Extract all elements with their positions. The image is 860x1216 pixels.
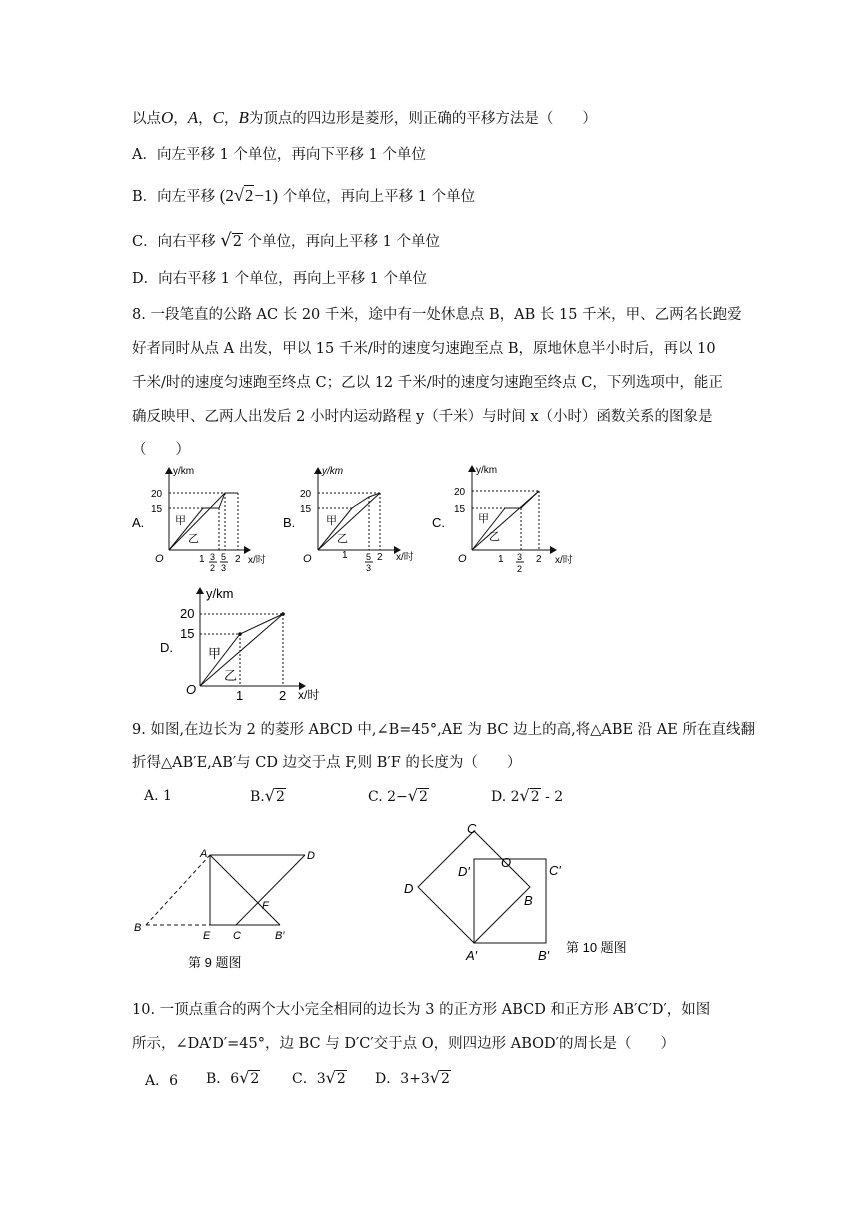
graph-a-ylabel: y/km	[173, 466, 195, 477]
q7-option-c-radicand: 2	[232, 234, 242, 250]
graph-c-frac-num: 3	[517, 552, 523, 562]
graph-c-label: C.	[432, 515, 445, 530]
graph-d-jia-label: 甲	[208, 646, 222, 661]
fig9-point-bprime: B′	[275, 930, 285, 942]
q7-point-o: O	[161, 108, 174, 127]
fig10-caption: 第 10 题图	[566, 940, 627, 955]
sqrt-icon: √	[220, 230, 232, 251]
q10-option-b-pre: B．6	[206, 1071, 240, 1087]
q10-option-a: A．6	[145, 1073, 179, 1089]
q10-option-d-radicand: 2	[440, 1071, 450, 1087]
q7-option-b-post: 个单位，再向上平移 1 个单位	[282, 189, 476, 205]
fig9-abprime	[210, 855, 280, 925]
graph-b-xlabel: x/时	[396, 552, 414, 563]
q9-option-a: A. 1	[144, 788, 172, 804]
q7-stem-post: 为顶点的四边形是菱形，则正确的平移方法是（ ）	[248, 111, 597, 127]
q9-option-b-pre: B.	[250, 789, 265, 805]
graph-d-yi-label: 乙	[224, 668, 238, 683]
fig9-point-c: C	[233, 930, 241, 942]
q9-option-d-post: - 2	[540, 789, 564, 805]
q10-option-c	[292, 1068, 347, 1088]
graph-c-tick-1: 1	[498, 554, 504, 565]
q7-sep: ，	[224, 111, 239, 127]
fig9-point-b: B	[134, 922, 142, 934]
graph-c-tick-20: 20	[454, 487, 466, 498]
sqrt-icon: √	[264, 786, 275, 805]
graph-b-label: B.	[283, 515, 296, 530]
fig10-point-cprime: C′	[549, 863, 561, 878]
q10-line-1: 10. 一顶点重合的两个大小完全相同的边长为 3 的正方形 ABCD 和正方形 AB′C′D′，如图	[132, 1002, 711, 1018]
graph-c-jia-label: 甲	[478, 513, 489, 525]
q9-option-d-radicand: 2	[530, 789, 540, 805]
graph-d-origin: O	[186, 682, 197, 697]
graph-d-tick-2: 2	[279, 688, 287, 700]
sqrt-icon: √	[239, 1068, 250, 1087]
q8-line-3: 千米/时的速度匀速跑至终点 C；乙以 12 千米/时的速度匀速跑至终点 C，下列选项中，能正	[132, 375, 723, 391]
q9-line-1: 9. 如图,在边长为 2 的菱形 ABCD 中,∠B=45°,AE 为 BC 边上的高,将△ABE 沿 AE 所在直线翻	[132, 722, 755, 738]
q7-option-d: D．向右平移 1 个单位，再向上平移 1 个单位	[132, 271, 428, 287]
graph-b-tick-15: 15	[300, 504, 312, 515]
fig10-point-d: D	[404, 881, 414, 896]
q9-option-d-pre: D. 2	[491, 789, 520, 805]
graph-b	[283, 466, 414, 573]
q7-option-b-expr: (2√2−1)	[219, 185, 279, 205]
graph-a-frac2-den: 3	[221, 563, 227, 573]
graph-c-origin: O	[458, 553, 467, 565]
fig9-point-e: E	[203, 930, 211, 942]
fig10-point-b: B	[524, 893, 533, 908]
graph-c-yi-label: 乙	[489, 531, 500, 543]
sqrt-icon: √	[429, 1068, 440, 1087]
q7-stem-pre: 以点	[132, 111, 161, 127]
graph-a-frac1-den: 2	[210, 563, 216, 573]
graph-a	[132, 466, 266, 573]
q7-point-a: A	[187, 108, 199, 127]
q9-q10-figures	[0, 815, 860, 985]
graph-d-label: D.	[160, 640, 173, 655]
graph-d-tick-20: 20	[180, 606, 195, 621]
graph-a-tick-2: 2	[235, 554, 241, 565]
graph-d-xlabel: x/时	[298, 688, 320, 700]
q7-point-b: B	[238, 108, 249, 127]
q8-line-5: （ ）	[132, 442, 190, 458]
graph-a-label: A.	[132, 515, 145, 530]
fig9-ab-dashed	[146, 855, 210, 925]
q10-option-c-pre: C．3	[292, 1071, 326, 1087]
graph-c-ylabel: y/km	[476, 465, 498, 476]
q9-option-b	[250, 786, 286, 805]
fig-9	[134, 848, 315, 970]
q7-option-b-radicand: 2	[244, 186, 254, 205]
graph-a-tick-20: 20	[151, 489, 163, 500]
graph-d-tick-1: 1	[236, 688, 244, 700]
fig10-point-o: O	[501, 855, 512, 870]
graph-a-frac1-num: 3	[210, 552, 216, 562]
q9-line-2: 折得△AB′E,AB′与 CD 边交于点 F,则 B′F 的长度为（ ）	[132, 755, 522, 771]
graph-a-xlabel: x/时	[248, 555, 266, 566]
q7-option-b-expr-left: (2	[219, 186, 234, 205]
graph-b-origin: O	[303, 553, 312, 565]
graph-b-tick-2: 2	[377, 552, 383, 563]
graph-b-tick-1: 1	[342, 550, 348, 561]
q10-option-b-radicand: 2	[250, 1071, 260, 1087]
q10-option-d-pre: D．3+3	[375, 1071, 430, 1087]
q7-option-c-post: 个单位，再向上平移 1 个单位	[247, 234, 440, 250]
q7-sep: ，	[198, 111, 213, 127]
q7-stem	[132, 108, 597, 129]
graph-a-tick-1: 1	[199, 554, 205, 565]
graph-b-tick-20: 20	[300, 489, 312, 500]
q10-option-d	[375, 1068, 451, 1088]
q7-option-a: A．向左平移 1 个单位，再向下平移 1 个单位	[132, 147, 426, 163]
fig9-cd	[236, 855, 305, 925]
q10-option-c-radicand: 2	[336, 1071, 346, 1087]
sqrt-icon: √	[325, 1068, 336, 1087]
fig9-point-f: F	[262, 900, 269, 912]
fig10-point-aprime: A′	[466, 948, 478, 963]
graph-a-tick-15: 15	[151, 504, 163, 515]
q9-option-d	[491, 786, 563, 805]
graph-b-frac-den: 3	[366, 563, 372, 573]
q8-line-4: 确反映甲、乙两人出发后 2 小时内运动路程 y（千米）与时间 x（小时）函数关系的图象是	[132, 409, 713, 425]
q7-sep: ，	[173, 111, 188, 127]
q9-option-c-radicand: 2	[418, 789, 428, 805]
fig-10	[404, 821, 627, 963]
graph-c-xlabel: x/时	[555, 555, 573, 566]
fig10-square-abprime	[474, 859, 546, 943]
fig9-point-d: D	[307, 850, 315, 862]
graph-b-frac-num: 5	[366, 552, 372, 562]
graph-b-jia-label: 甲	[326, 515, 337, 527]
graph-d-ylabel: y/km	[206, 586, 234, 601]
q8-graphs	[0, 460, 860, 700]
graph-c	[432, 465, 573, 574]
graph-a-frac2-num: 5	[221, 552, 227, 562]
q9-option-c-pre: C. 2−	[368, 789, 408, 805]
q7-option-c-pre: C．向右平移	[132, 234, 216, 250]
graph-d	[160, 586, 319, 700]
graph-b-ylabel: y/km	[322, 466, 344, 477]
graph-a-origin: O	[155, 553, 164, 565]
graph-d-point-c	[281, 612, 285, 616]
graph-d-point-b	[238, 632, 242, 636]
fig10-point-c: C	[467, 821, 477, 836]
graph-a-jia-label: 甲	[175, 515, 186, 527]
graph-b-yi-label: 乙	[337, 533, 348, 545]
graph-c-frac-den: 2	[517, 564, 523, 574]
q9-option-b-radicand: 2	[275, 789, 285, 805]
q10-line-2: 所示，∠DA’D′=45°，边 BC 与 D′C′交于点 O，则四边形 ABOD′的周长是（ ）	[132, 1036, 675, 1052]
sqrt-icon: √	[407, 786, 418, 805]
fig9-point-a: A	[200, 848, 208, 860]
q8-line-1: 8. 一段笔直的公路 AC 长 20 千米，途中有一处休息点 B，AB 长 15 千米，甲、乙两名长跑爱	[132, 307, 742, 323]
fig10-point-dprime: D′	[458, 864, 470, 879]
fig10-point-bprime: B′	[538, 948, 550, 963]
q7-point-c: C	[212, 108, 225, 127]
q7-option-b	[132, 185, 475, 207]
graph-c-tick-15: 15	[454, 504, 466, 515]
q8-line-2: 好者同时从点 A 出发，甲以 15 千米/时的速度匀速跑至点 B，原地休息半小时后，再以 10	[132, 341, 716, 357]
sqrt-icon: √	[519, 786, 530, 805]
graph-c-tick-2: 2	[536, 554, 542, 565]
q7-option-b-expr-right: −1)	[254, 186, 279, 205]
q10-option-b	[206, 1068, 260, 1088]
graph-a-yi-label: 乙	[188, 533, 199, 545]
q9-option-c	[368, 786, 429, 805]
graph-d-tick-15: 15	[180, 626, 195, 641]
q7-option-c	[132, 231, 440, 252]
fig9-caption: 第 9 题图	[188, 955, 242, 970]
q7-option-b-pre: B．向左平移	[132, 189, 216, 205]
